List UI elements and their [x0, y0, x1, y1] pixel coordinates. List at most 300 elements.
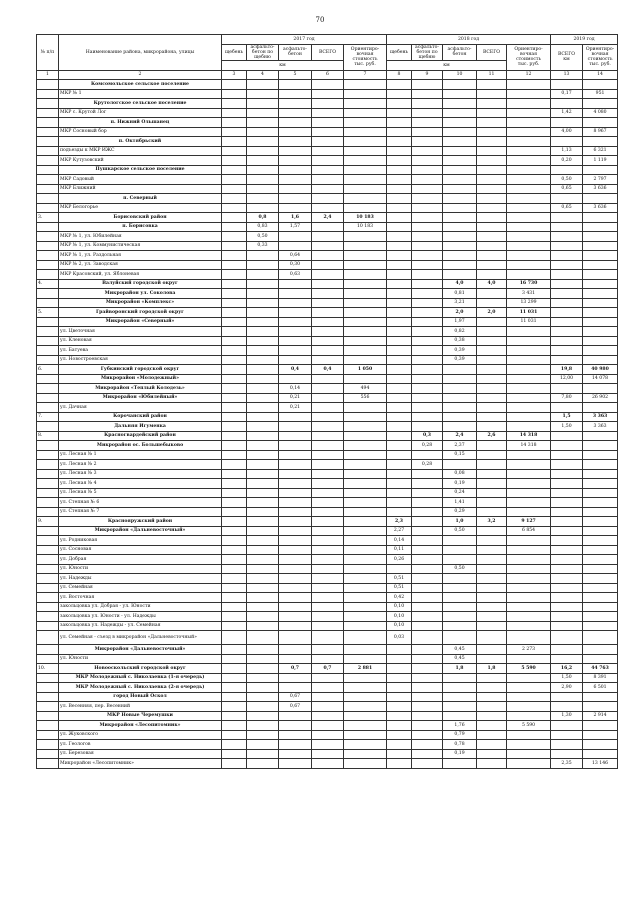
row-value: 13 299	[507, 298, 551, 308]
row-value: 11 031	[507, 317, 551, 327]
row-value	[551, 346, 583, 356]
row-name: п. Октябрьский	[59, 137, 222, 147]
row-value	[583, 194, 618, 204]
row-value	[344, 232, 387, 242]
column-number: 8	[387, 70, 412, 80]
header-total-2019-label: ВСЕГО	[558, 51, 576, 57]
table-row	[37, 99, 618, 109]
row-value	[443, 137, 477, 147]
row-name: МКР Молодежный с. Николаевка (2-я очередь)	[59, 683, 222, 693]
row-value	[279, 450, 312, 460]
row-value	[412, 479, 443, 489]
row-name: Микрорайон «Молодежный»	[59, 374, 222, 384]
table-row	[37, 645, 618, 655]
row-name: п. Борисовка	[59, 222, 222, 232]
row-value	[583, 346, 618, 356]
table-row	[37, 664, 618, 674]
row-value	[279, 593, 312, 603]
row-value	[387, 213, 412, 223]
row-name: ул. Юности	[59, 654, 222, 664]
row-name: Губкинский городской округ	[59, 365, 222, 375]
table-row	[37, 441, 618, 451]
row-value	[222, 441, 247, 451]
row-value	[477, 374, 507, 384]
row-value	[507, 460, 551, 470]
row-value	[477, 526, 507, 536]
row-value	[222, 621, 247, 631]
row-number	[37, 645, 59, 655]
row-number	[37, 583, 59, 593]
row-value	[387, 118, 412, 128]
row-value: 0,19	[443, 479, 477, 489]
row-value	[507, 683, 551, 693]
row-value	[222, 165, 247, 175]
row-value: 494	[344, 384, 387, 394]
row-value	[551, 384, 583, 394]
row-value: 0,50	[247, 232, 279, 242]
row-value	[312, 298, 344, 308]
row-value: 2,27	[387, 526, 412, 536]
row-name: Краснояружский район	[59, 517, 222, 527]
row-value	[222, 517, 247, 527]
row-value	[583, 80, 618, 90]
row-value: 1,13	[551, 146, 583, 156]
row-value	[387, 260, 412, 270]
row-value	[507, 127, 551, 137]
row-value	[412, 593, 443, 603]
row-value	[387, 108, 412, 118]
row-value	[507, 730, 551, 740]
row-value	[222, 308, 247, 318]
row-value	[222, 251, 247, 261]
row-value	[412, 251, 443, 261]
row-value	[247, 308, 279, 318]
row-number	[37, 156, 59, 166]
row-value	[279, 498, 312, 508]
row-value	[507, 270, 551, 280]
row-value	[312, 241, 344, 251]
row-value	[551, 308, 583, 318]
row-value	[477, 583, 507, 593]
header-asph-gravel-2017: асфальто-бетон по щебню	[247, 44, 279, 61]
row-value	[477, 89, 507, 99]
row-value	[583, 336, 618, 346]
row-value	[412, 749, 443, 759]
row-value	[443, 574, 477, 584]
row-value	[477, 749, 507, 759]
row-value	[507, 384, 551, 394]
row-value	[477, 721, 507, 731]
row-number	[37, 621, 59, 631]
row-value	[551, 488, 583, 498]
row-name: ул. Цветочная	[59, 327, 222, 337]
row-value	[222, 536, 247, 546]
table-row	[37, 403, 618, 413]
row-value	[247, 203, 279, 213]
row-value	[583, 498, 618, 508]
row-value: 0,78	[443, 740, 477, 750]
row-value	[222, 673, 247, 683]
row-value	[387, 165, 412, 175]
row-name: МКР Молодежный с. Николаевка (1-я очередь)	[59, 673, 222, 683]
row-value	[387, 683, 412, 693]
row-value: 0,51	[387, 574, 412, 584]
row-value	[312, 526, 344, 536]
row-value	[443, 393, 477, 403]
row-value	[477, 184, 507, 194]
row-value	[583, 213, 618, 223]
row-value	[507, 507, 551, 517]
table-row	[37, 270, 618, 280]
row-value	[247, 602, 279, 612]
row-value	[279, 298, 312, 308]
row-value	[443, 213, 477, 223]
table-row	[37, 346, 618, 356]
row-value	[443, 146, 477, 156]
row-value	[583, 99, 618, 109]
row-value	[312, 730, 344, 740]
row-number	[37, 612, 59, 622]
row-value	[583, 593, 618, 603]
table-row	[37, 260, 618, 270]
row-value	[247, 621, 279, 631]
row-value: 0,79	[443, 730, 477, 740]
row-value	[551, 241, 583, 251]
column-number: 11	[477, 70, 507, 80]
row-value	[247, 270, 279, 280]
row-number	[37, 270, 59, 280]
row-value	[412, 583, 443, 593]
row-value	[477, 602, 507, 612]
row-number	[37, 564, 59, 574]
column-number: 2	[59, 70, 222, 80]
row-value	[583, 645, 618, 655]
row-value	[412, 740, 443, 750]
row-name: МКР Сосновый бор	[59, 127, 222, 137]
row-value: 40 980	[583, 365, 618, 375]
row-value	[443, 165, 477, 175]
row-value	[551, 740, 583, 750]
row-value	[247, 612, 279, 622]
row-value: 0,7	[312, 664, 344, 674]
row-value	[507, 621, 551, 631]
row-name: Комсомольское сельское поселение	[59, 80, 222, 90]
row-value	[247, 683, 279, 693]
row-value	[477, 137, 507, 147]
row-value	[507, 602, 551, 612]
row-value	[222, 612, 247, 622]
row-value	[412, 336, 443, 346]
row-value	[551, 279, 583, 289]
row-value	[279, 526, 312, 536]
row-value: 0,42	[387, 593, 412, 603]
row-name: ул. Восточная	[59, 593, 222, 603]
row-value	[443, 108, 477, 118]
row-number	[37, 336, 59, 346]
row-value	[443, 403, 477, 413]
header-year-2018: 2018 год	[387, 35, 551, 45]
row-value: 5 590	[507, 664, 551, 674]
row-value: 19,8	[551, 365, 583, 375]
row-name: ул. Степная № 6	[59, 498, 222, 508]
row-value	[412, 612, 443, 622]
table-row	[37, 583, 618, 593]
row-value	[247, 99, 279, 109]
row-value	[477, 241, 507, 251]
row-value	[583, 232, 618, 242]
row-value: 0,26	[387, 555, 412, 565]
row-value	[279, 574, 312, 584]
row-value	[551, 631, 583, 645]
row-value: 0,82	[443, 327, 477, 337]
row-value: 2,4	[312, 213, 344, 223]
row-value	[344, 355, 387, 365]
row-value	[247, 645, 279, 655]
row-value: 8 967	[583, 127, 618, 137]
row-value: 0,67	[279, 692, 312, 702]
row-value	[583, 298, 618, 308]
row-value	[507, 469, 551, 479]
row-number	[37, 536, 59, 546]
table-row	[37, 683, 618, 693]
row-name: Микрорайон «Теплый Колодезь»	[59, 384, 222, 394]
row-name: Пушкарское сельское поселение	[59, 165, 222, 175]
row-value	[477, 355, 507, 365]
row-value	[551, 194, 583, 204]
row-value	[344, 536, 387, 546]
row-value	[312, 156, 344, 166]
row-name: Крутологское сельское поселение	[59, 99, 222, 109]
row-value	[477, 555, 507, 565]
row-value	[387, 327, 412, 337]
header-cost-2017-unit: тыс. руб.	[354, 62, 376, 68]
row-name: Валуйский городской округ	[59, 279, 222, 289]
row-value	[222, 654, 247, 664]
row-value	[279, 740, 312, 750]
row-value	[279, 422, 312, 432]
row-value	[312, 374, 344, 384]
row-value	[412, 412, 443, 422]
table-row	[37, 127, 618, 137]
row-value	[443, 412, 477, 422]
column-number: 4	[247, 70, 279, 80]
row-value: 0,29	[443, 507, 477, 517]
row-value	[477, 194, 507, 204]
row-value	[477, 469, 507, 479]
row-value	[412, 555, 443, 565]
row-value	[551, 555, 583, 565]
row-value	[477, 612, 507, 622]
header-gravel-2017: щебень	[222, 44, 247, 61]
row-value	[344, 146, 387, 156]
row-number	[37, 460, 59, 470]
row-value	[583, 260, 618, 270]
table-row	[37, 517, 618, 527]
row-value	[312, 232, 344, 242]
row-value	[312, 507, 344, 517]
row-value	[312, 555, 344, 565]
row-name: МКР с. Крутой Лог	[59, 108, 222, 118]
row-value	[312, 412, 344, 422]
row-value	[507, 194, 551, 204]
row-value	[222, 422, 247, 432]
row-value	[344, 555, 387, 565]
row-value	[344, 412, 387, 422]
row-value: 2,3	[387, 517, 412, 527]
table-row	[37, 555, 618, 565]
row-value	[507, 488, 551, 498]
row-value	[247, 251, 279, 261]
row-value	[412, 99, 443, 109]
row-value	[247, 583, 279, 593]
row-value	[443, 184, 477, 194]
row-value	[279, 621, 312, 631]
row-value	[279, 555, 312, 565]
row-value	[387, 431, 412, 441]
row-value: 0,4	[279, 365, 312, 375]
row-value	[551, 583, 583, 593]
row-value	[387, 137, 412, 147]
row-number	[37, 146, 59, 156]
row-value	[412, 759, 443, 769]
row-value	[222, 127, 247, 137]
row-value	[583, 251, 618, 261]
row-number	[37, 251, 59, 261]
row-value	[312, 702, 344, 712]
row-value	[387, 759, 412, 769]
row-value: 6 501	[583, 683, 618, 693]
row-value	[344, 692, 387, 702]
row-value	[477, 683, 507, 693]
row-value	[344, 702, 387, 712]
row-value	[344, 156, 387, 166]
row-value	[412, 118, 443, 128]
row-name: Борисовский район	[59, 213, 222, 223]
row-value	[387, 469, 412, 479]
row-value: 0,67	[279, 702, 312, 712]
row-value	[477, 564, 507, 574]
row-value	[477, 260, 507, 270]
row-name: Микрорайон ул. Соколова	[59, 289, 222, 299]
row-value	[312, 469, 344, 479]
row-value	[583, 621, 618, 631]
row-value	[222, 507, 247, 517]
header-total-2018: ВСЕГО	[477, 44, 507, 61]
table-row	[37, 384, 618, 394]
row-value	[412, 498, 443, 508]
row-value	[443, 270, 477, 280]
row-value	[507, 89, 551, 99]
row-value	[222, 431, 247, 441]
row-value	[412, 564, 443, 574]
row-value	[477, 711, 507, 721]
row-name: ул. Лесная № 4	[59, 479, 222, 489]
row-value	[344, 251, 387, 261]
row-value: 6 854	[507, 526, 551, 536]
row-value	[247, 498, 279, 508]
row-value	[443, 260, 477, 270]
row-value	[387, 279, 412, 289]
row-value	[387, 194, 412, 204]
row-value	[247, 469, 279, 479]
row-value	[412, 346, 443, 356]
row-value	[247, 194, 279, 204]
row-value	[344, 517, 387, 527]
row-value: 0,64	[279, 251, 312, 261]
row-value	[387, 222, 412, 232]
row-value	[412, 574, 443, 584]
row-value	[279, 232, 312, 242]
row-value	[247, 593, 279, 603]
row-number	[37, 526, 59, 536]
row-name: город Новый Оскол	[59, 692, 222, 702]
row-value	[507, 612, 551, 622]
row-value: 2,6	[477, 431, 507, 441]
row-value	[344, 488, 387, 498]
row-name: ул. Степная № 7	[59, 507, 222, 517]
header-name: Наименование района, микрорайона, улицы	[59, 35, 222, 71]
row-value	[443, 711, 477, 721]
row-value	[551, 602, 583, 612]
row-value	[412, 89, 443, 99]
row-value	[583, 241, 618, 251]
row-value	[222, 460, 247, 470]
table-row	[37, 412, 618, 422]
table-body	[37, 80, 618, 769]
row-value	[477, 498, 507, 508]
row-name: МКР № 1, ул. Юбилейная	[59, 232, 222, 242]
row-value	[247, 721, 279, 731]
row-value	[477, 251, 507, 261]
row-value	[477, 740, 507, 750]
row-value: 0,10	[387, 612, 412, 622]
row-value	[583, 602, 618, 612]
row-number	[37, 384, 59, 394]
row-name: Микрорайон «Лесопитомник»	[59, 759, 222, 769]
header-cost-2018-label: Ориентиро-вочная стоимость	[514, 46, 543, 63]
row-value	[412, 488, 443, 498]
row-value	[387, 422, 412, 432]
row-value	[443, 631, 477, 645]
row-value	[247, 450, 279, 460]
table-row	[37, 431, 618, 441]
row-value	[551, 692, 583, 702]
row-value	[412, 175, 443, 185]
row-value	[412, 156, 443, 166]
row-value: 1,30	[551, 711, 583, 721]
row-value	[583, 384, 618, 394]
row-value	[247, 384, 279, 394]
row-value	[387, 127, 412, 137]
row-name: Микрорайон «Дальневосточный»	[59, 645, 222, 655]
row-value	[477, 730, 507, 740]
row-value	[222, 298, 247, 308]
row-number	[37, 80, 59, 90]
row-value	[344, 759, 387, 769]
row-value	[222, 336, 247, 346]
row-value	[551, 645, 583, 655]
row-name: ул. Семейная - съезд в микрорайон «Дальневосточный»	[59, 631, 222, 645]
row-number	[37, 740, 59, 750]
row-value	[222, 740, 247, 750]
row-value	[312, 517, 344, 527]
row-value	[443, 203, 477, 213]
row-value	[344, 260, 387, 270]
row-value	[387, 80, 412, 90]
row-value	[412, 146, 443, 156]
row-value	[443, 175, 477, 185]
row-value	[312, 99, 344, 109]
